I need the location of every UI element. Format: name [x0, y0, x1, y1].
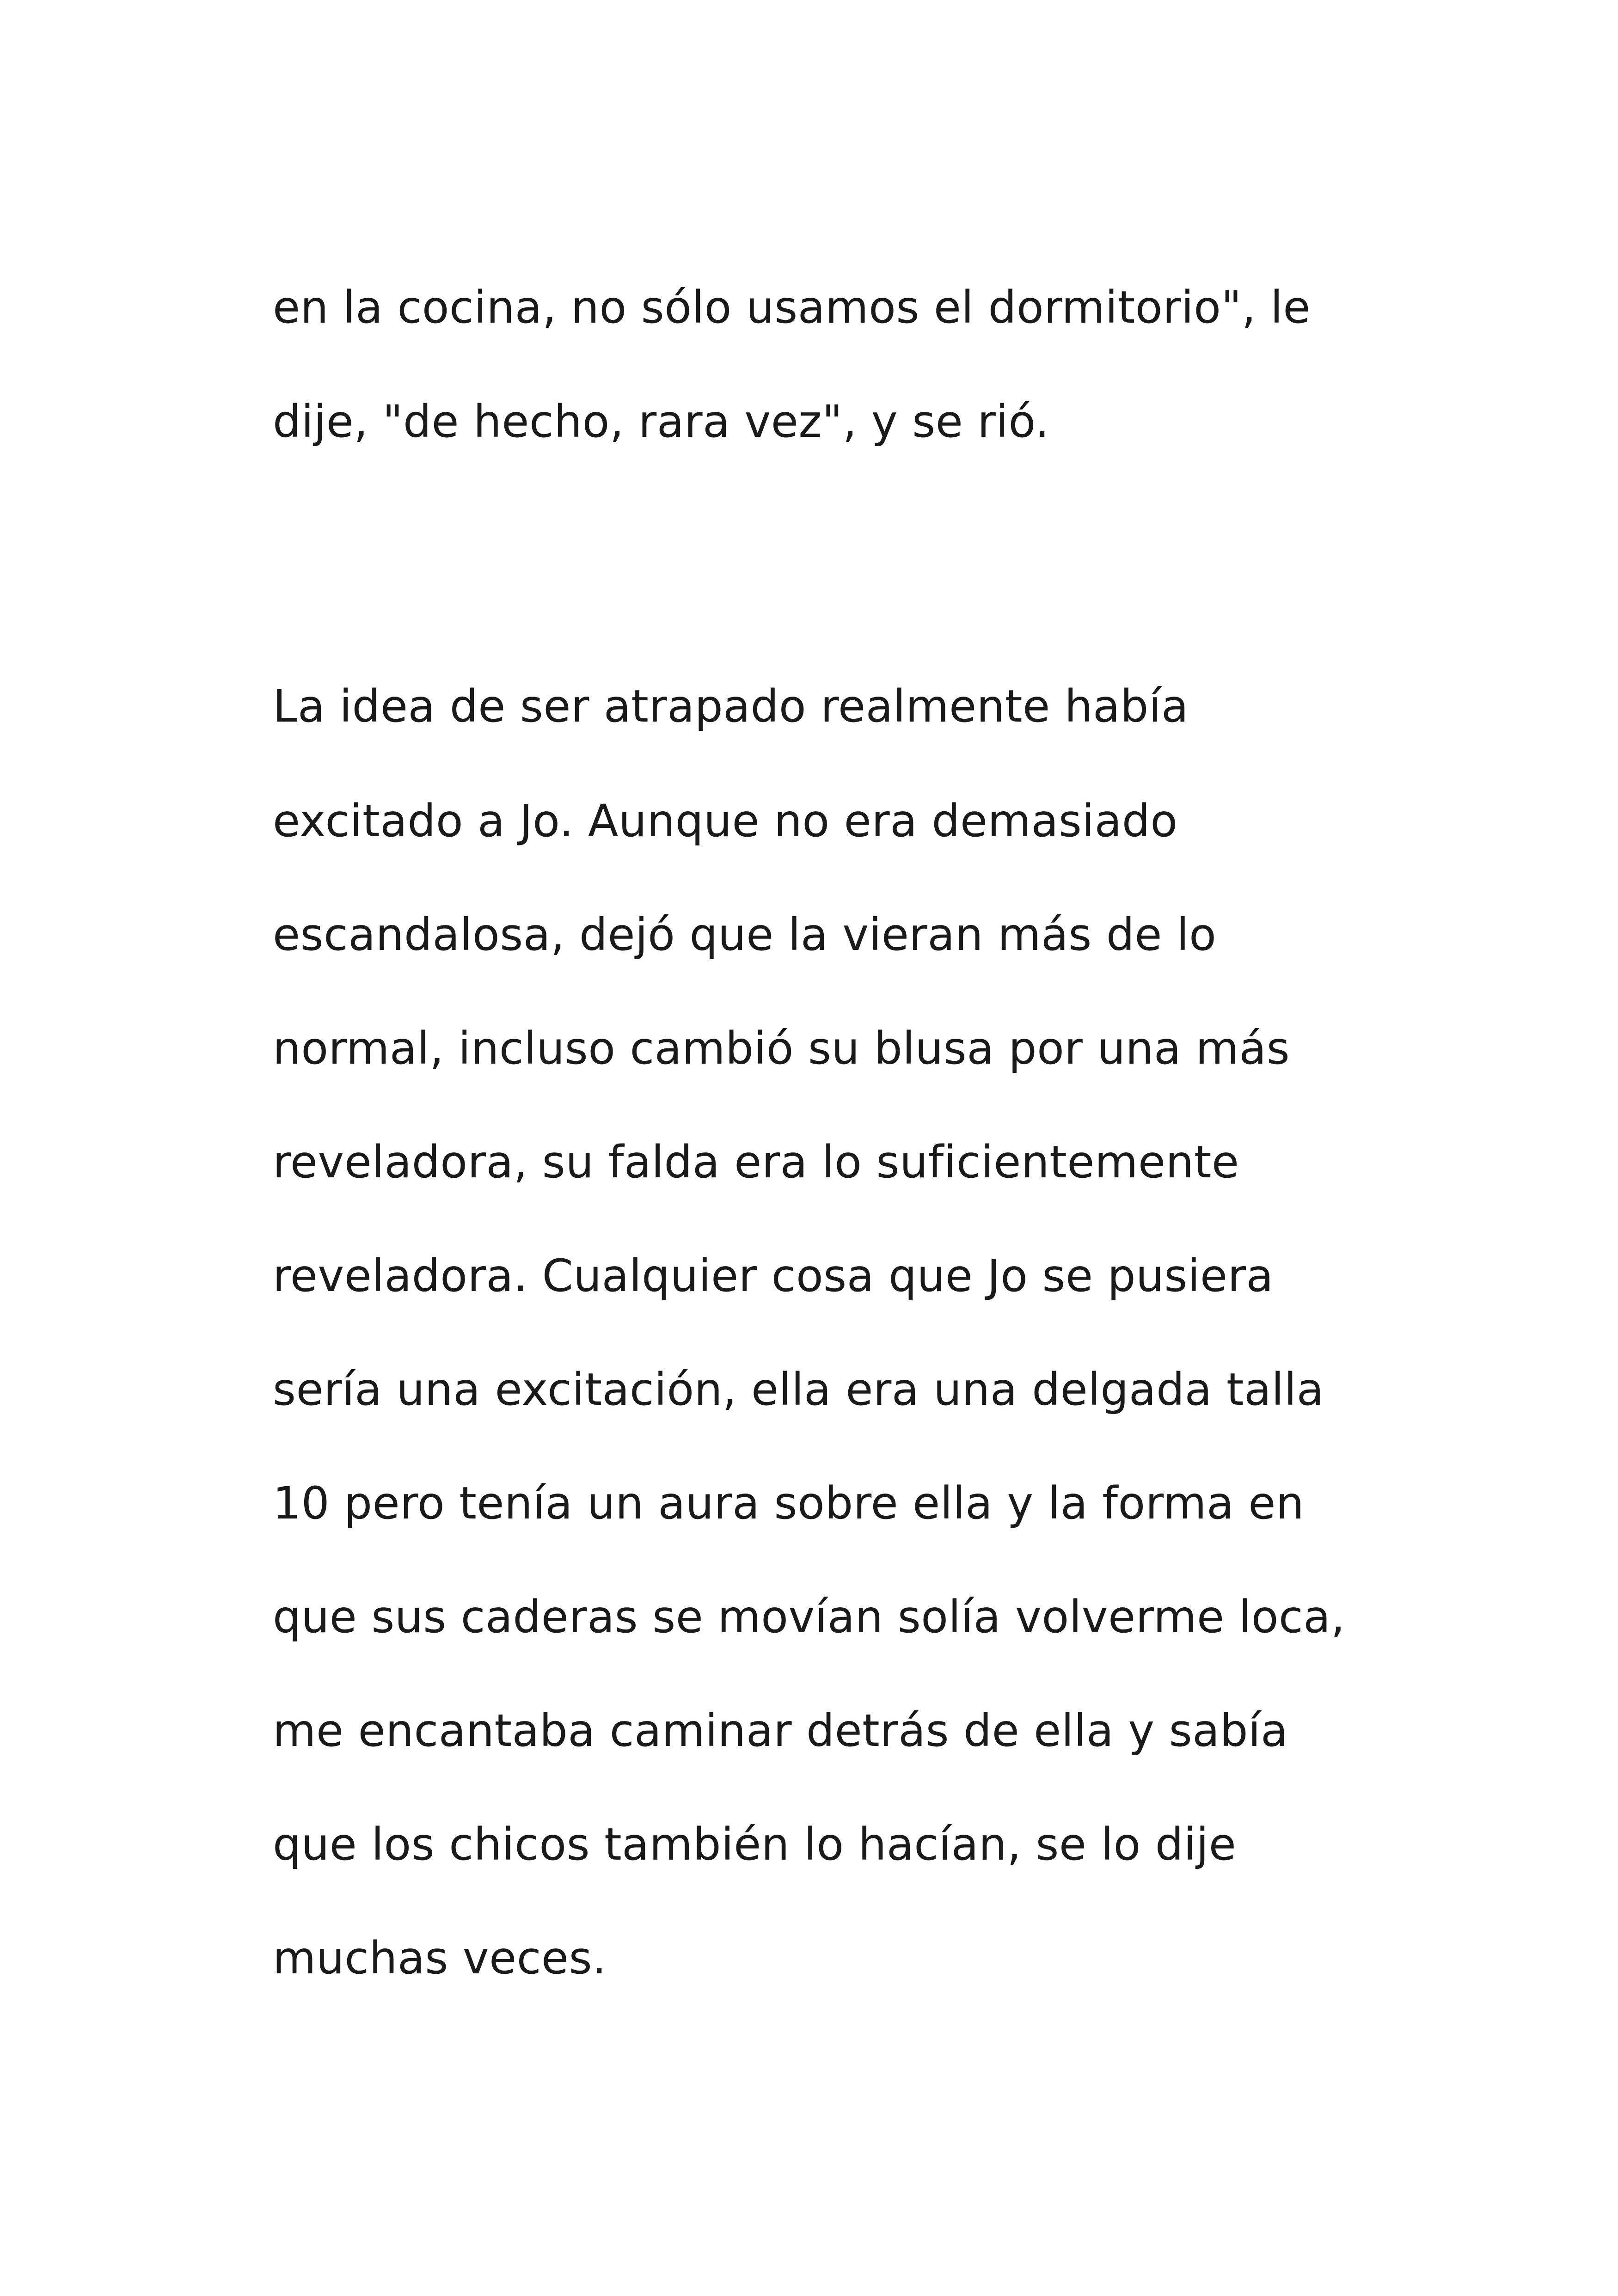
text-line: dije, "de hecho, rara vez", y se rió. [273, 396, 1050, 447]
text-line: normal, incluso cambió su blusa por una más [273, 1022, 1290, 1074]
text-line: reveladora, su falda era lo suficientemente [273, 1136, 1239, 1188]
text-line: escandalosa, dejó que la vieran más de lo [273, 909, 1217, 961]
text-line: reveladora. Cualquier cosa que Jo se pusiera [273, 1250, 1274, 1302]
text-line: en la cocina, no sólo usamos el dormitorio", le [273, 282, 1311, 333]
text-line: sería una excitación, ella era una delgada talla [273, 1364, 1324, 1415]
text-line: La idea de ser atrapado realmente había [273, 680, 1189, 732]
text-line: muchas veces. [273, 1932, 607, 1984]
text-line: 10 pero tenía un aura sobre ella y la forma en [273, 1477, 1305, 1529]
text-line: que los chicos también lo hacían, se lo dije [273, 1818, 1237, 1870]
text-line: excitado a Jo. Aunque no era demasiado [273, 795, 1178, 847]
text-line: me encantaba caminar detrás de ella y sabía [273, 1705, 1288, 1757]
text-line: que sus caderas se movían solía volverme loca, [273, 1591, 1345, 1643]
